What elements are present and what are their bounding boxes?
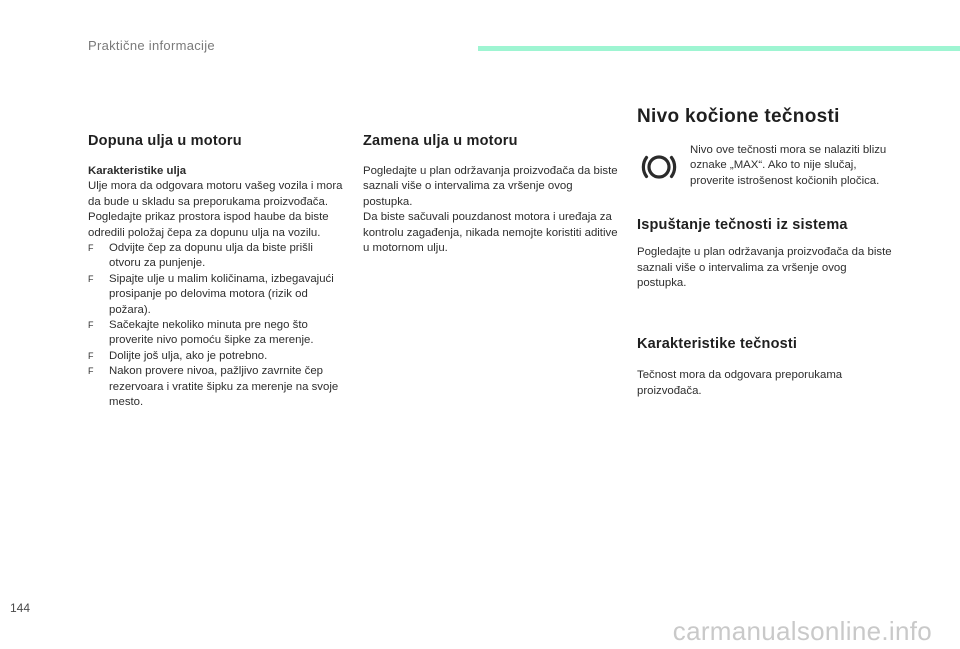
brake-fluid-heading: Nivo kočione tečnosti <box>637 106 840 127</box>
oil-spec-subheading: Karakteristike ulja <box>88 165 187 177</box>
bullet-glyph: F <box>88 243 94 254</box>
list-item-text: Sačekajte nekoliko minuta pre nego što proverite nivo pomoću šipke za merenje. <box>109 319 314 347</box>
bullet-glyph: F <box>88 350 94 361</box>
oil-change-heading: Zamena ulja u motoru <box>363 133 518 149</box>
list-item <box>88 318 346 349</box>
draining-text: Pogledajte u plan održavanja proizvođača da biste saznali više o intervalima za vršenje ovog postupka. <box>637 246 892 290</box>
brake-fluid-text: Nivo ove tečnosti mora se nalaziti blizu oznake „MAX“. Ako to nije slučaj, proverite istrošenost kočionih pločica. <box>690 144 887 187</box>
list-item <box>88 349 346 364</box>
page-number: 144 <box>10 601 31 615</box>
header-accent-bar <box>478 46 960 51</box>
watermark: carmanualsonline.info <box>672 616 932 646</box>
list-item-text: Odvijte čep za dopunu ulja da biste prišli otvoru za punjenje. <box>109 242 313 270</box>
fluid-spec-text: Tečnost mora da odgovara preporukama proizvođača. <box>637 369 843 397</box>
section-header-title: Praktične informacije <box>88 38 215 53</box>
brake-fluid-column <box>637 106 897 399</box>
brake-fluid-info <box>637 143 897 189</box>
bullet-glyph: F <box>88 366 94 377</box>
oil-topup-steps <box>88 241 346 410</box>
oil-topup-heading: Dopuna ulja u motoru <box>88 133 242 149</box>
list-item <box>88 272 346 318</box>
oil-topup-section <box>88 133 346 411</box>
oil-change-paragraph-2: Da biste sačuvali pouzdanost motora i uređaja za kontrolu zagađenja, nikada nemojte koristiti aditive u motornom ulju. <box>363 211 618 255</box>
oil-change-paragraph-1: Pogledajte u plan održavanja proizvođača da biste saznali više o intervalima za vršenje ovog postupka. <box>363 165 618 208</box>
list-item-text: Nakon provere nivoa, pažljivo zavrnite čep rezervoara i vratite šipku za merenje na svoje mesto. <box>109 365 339 409</box>
bullet-glyph: F <box>88 320 94 331</box>
oil-topup-paragraph-2: Pogledajte prikaz prostora ispod haube da biste odredili položaj čepa za dopunu ulja na vozilu. <box>88 211 329 239</box>
draining-heading: Ispuštanje tečnosti iz sistema <box>637 217 848 234</box>
fluid-spec-heading: Karakteristike tečnosti <box>637 336 798 353</box>
brake-warning-icon <box>637 143 690 183</box>
bullet-glyph: F <box>88 273 94 284</box>
list-item-text: Dolijte još ulja, ako je potrebno. <box>109 349 268 362</box>
oil-change-section <box>363 133 621 256</box>
list-item-text: Sipajte ulje u malim količinama, izbegavajući prosipanje po delovima motora (rizik od požara). <box>109 272 334 316</box>
list-item <box>88 241 346 272</box>
oil-topup-paragraph-1: Ulje mora da odgovara motoru vašeg vozila i mora da bude u skladu sa preporukama proizvođača. <box>88 180 343 208</box>
list-item <box>88 364 346 410</box>
